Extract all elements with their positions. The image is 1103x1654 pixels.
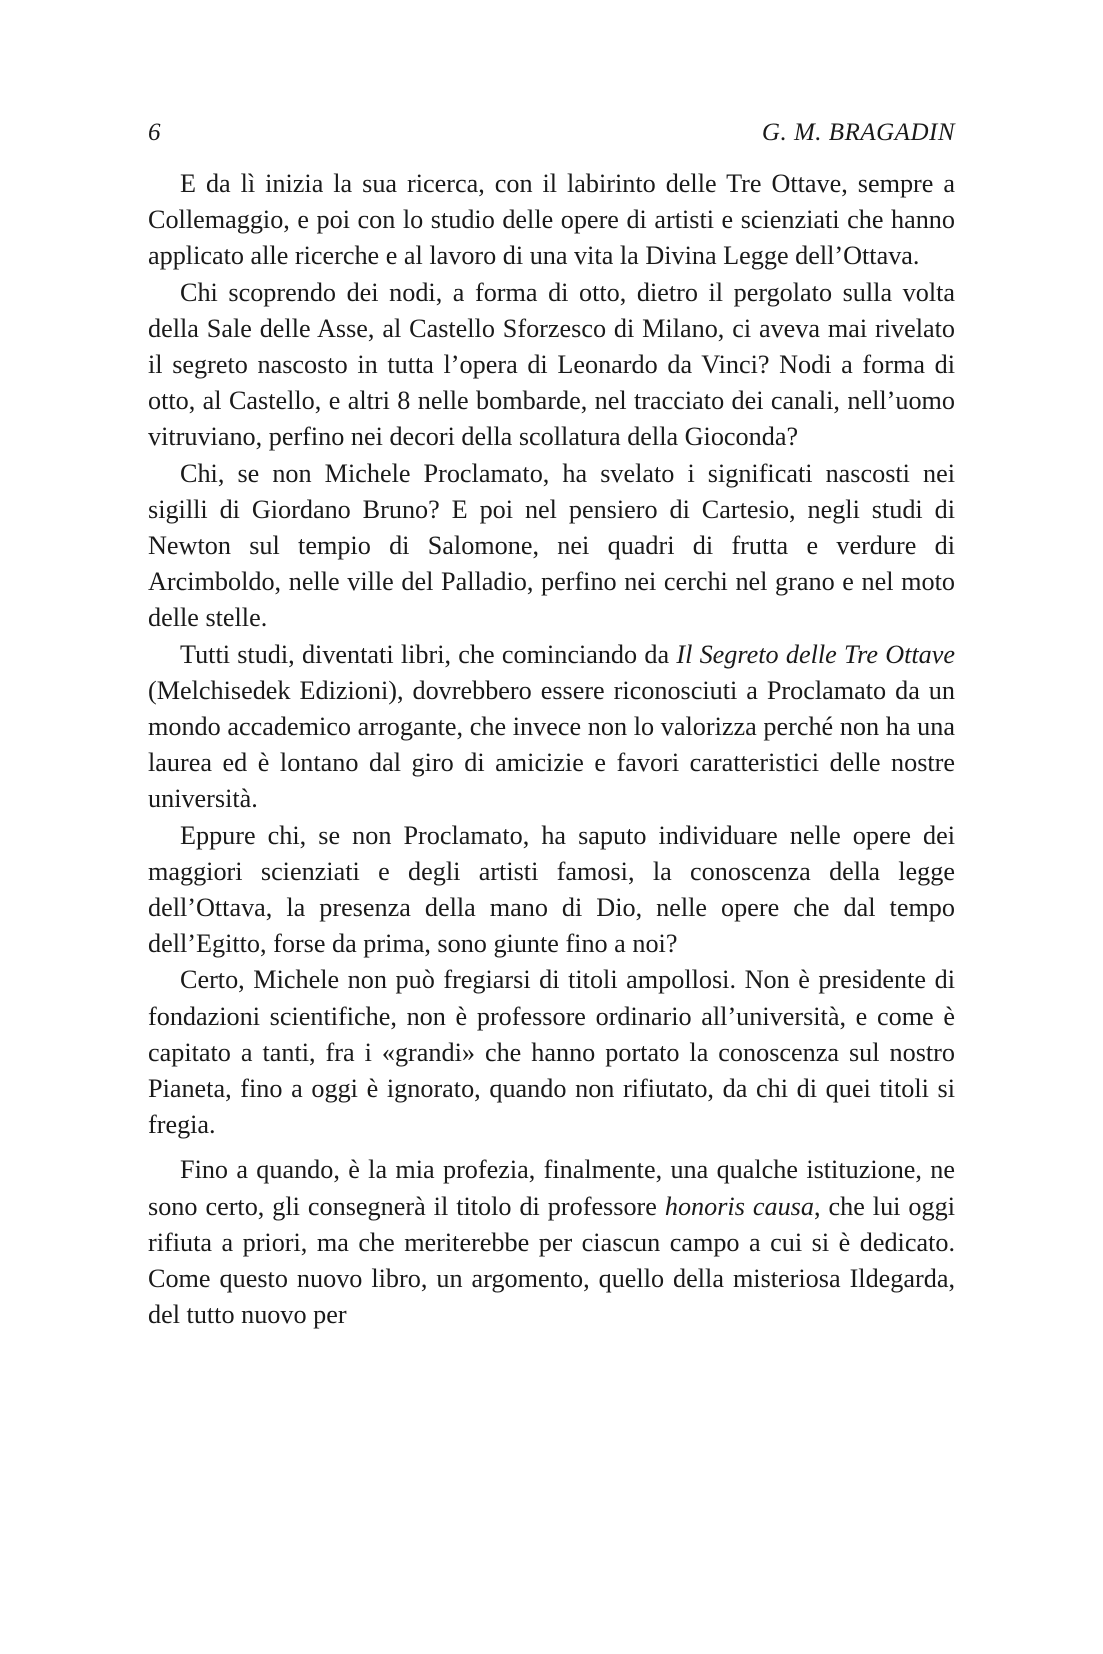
text-segment: Chi, se non Michele Proclamato, ha svelato i significati nascosti nei sigilli di Giordano Bruno? E poi nel pensiero di Cartesio, negli studi di Newton sul tempio di Salomone, nei quadri di frutta e verdure di Arcimboldo, nelle ville del Palladio, perfino nei cerchi nel grano e nel moto delle stelle. [148,458,955,633]
text-segment: Tutti studi, diventati libri, che cominciando da [180,639,677,669]
text-segment: Fino a quando, è la mia profezia, finalmente, una qualche istituzione, ne sono certo, gli consegnerà il titolo di professore [148,1155,955,1221]
text-segment: (Melchisedek Edizioni), dovrebbero essere riconosciuti a Proclamato da un mondo accademico arrogante, che invece non lo valorizza perché non ha una laurea ed è lontano dal giro di amicizie e favori caratteristici delle nostre università. [148,675,955,814]
running-header [148,118,955,148]
text-segment: , che lui oggi rifiuta a priori, ma che meriterebbe per ciascun campo a cui si è dedicato. Come questo nuovo libro, un argomento, quello della misteriosa Ildegarda, del tutto nuovo per [148,1191,955,1330]
book-page [148,118,955,1334]
paragraph [148,962,955,1143]
text-segment: Eppure chi, se non Proclamato, ha saputo individuare nelle opere dei maggiori scienziati e degli artisti famosi, la conoscenza della legge dell’Ottava, la presenza della mano di Dio, nelle opere che dal tempo dell’Egitto, forse da prima, sono giunte fino a noi? [148,820,955,959]
paragraph [148,275,955,456]
paragraph [148,637,955,818]
paragraph [148,456,955,637]
text-segment: Chi scoprendo dei nodi, a forma di otto, dietro il pergolato sulla volta della Sale delle Asse, al Castello Sforzesco di Milano, ci aveva mai rivelato il segreto nascosto in tutta l’opera di Leonardo da Vinci? Nodi a forma di otto, al Castello, e altri 8 nelle bombarde, nel tracciato dei canali, nell’uomo vitruviano, perfino nei decori della scollatura della Gioconda? [148,277,955,452]
latin-phrase-italic: honoris causa [664,1191,814,1221]
book-title-italic: Il Segreto delle Tre Ottave [676,639,956,669]
page-number: 6 [148,119,161,146]
paragraph [148,1152,955,1333]
text-segment: Certo, Michele non può fregiarsi di titoli ampollosi. Non è presidente di fondazioni scientifiche, non è professore ordinario all’università, e come è capitato a tanti, fra i «grandi» che hanno portato la conoscenza sul nostro Pianeta, fino a oggi è ignorato, quando non rifiutato, da chi di quei titoli si fregia. [148,965,955,1140]
body-text [148,166,955,1334]
paragraph [148,818,955,963]
running-header-author: G. M. BRAGADIN [761,119,955,146]
paragraph [148,166,955,275]
text-segment: E da lì inizia la sua ricerca, con il labirinto delle Tre Ottave, sempre a Collemaggio, e poi con lo studio delle opere di artisti e scienziati che hanno applicato alle ricerche e al lavoro di una vita la Divina Legge dell’Ottava. [148,169,955,271]
